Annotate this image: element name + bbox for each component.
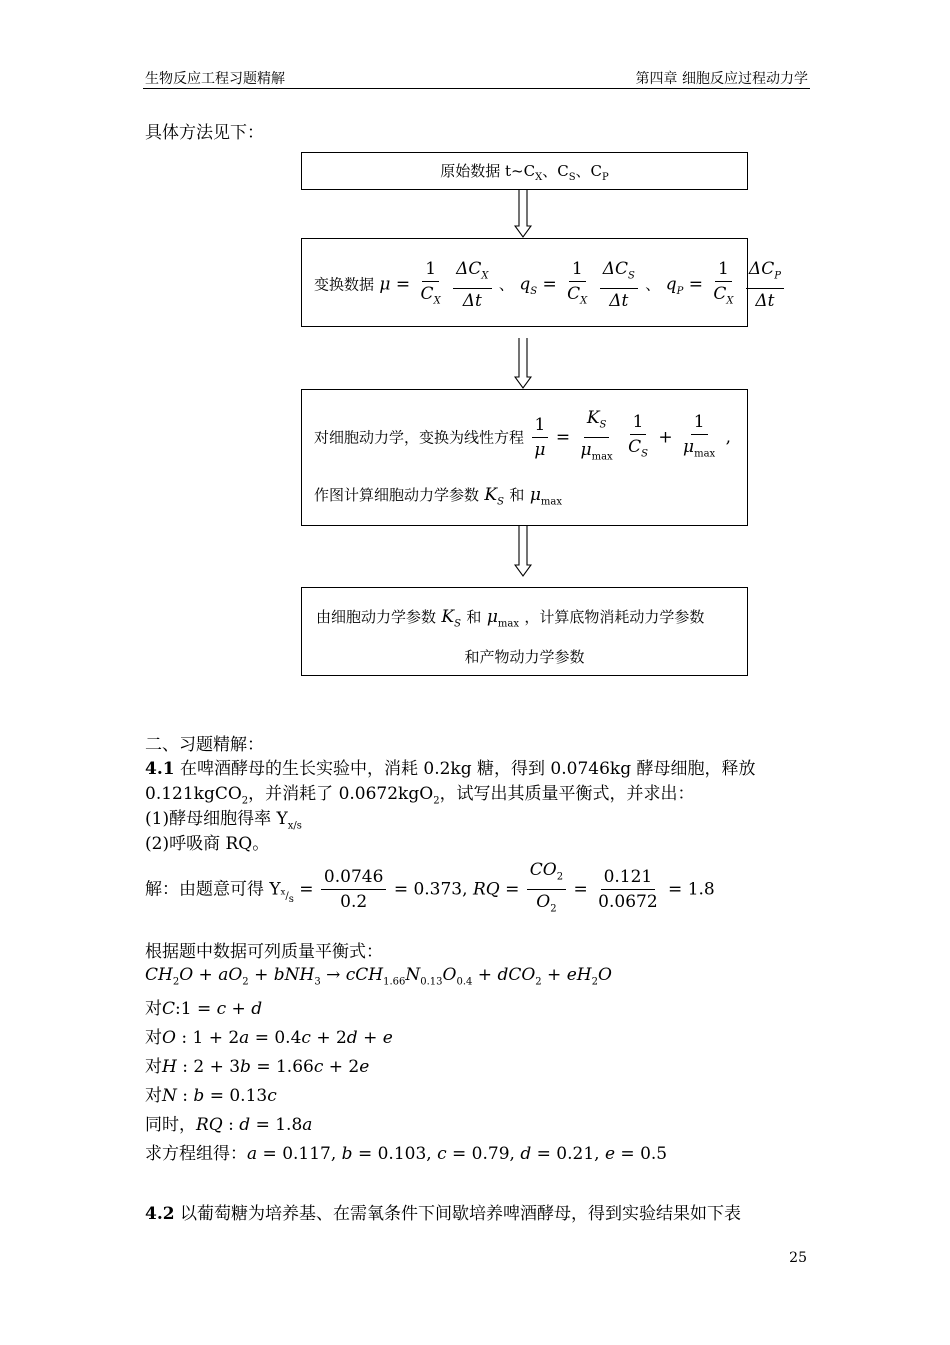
- flow-box-transform-data: [301, 238, 781, 327]
- flow-box-compute-params: [301, 587, 748, 676]
- hydrogen-balance: 对H : 2 + 3b = 1.66c + 2e: [145, 1057, 370, 1077]
- header-divider: [143, 88, 810, 89]
- transform-formulas: 变换数据 μ = $\frac{1}{C_X}$ $\frac{\Delta C_X}{\Delta t}$ 、 $q_S$ = $\frac{1}{C_X}$ $\frac{\Delta C_S}{\Delta t}$ 、 $q_P$ = $\frac{1}{C_X}$ $\frac{\Delta C_P}{\Delta t}$: [314, 259, 786, 311]
- flow-box-raw-data: [301, 152, 748, 190]
- compute-params-line2: 和产物动力学参数: [464, 648, 585, 666]
- problem-4-1-line2: 0.121kgCO$_2$，并消耗了 0.0672kgO$_2$，试写出其质量平衡式，并求出：: [145, 784, 695, 807]
- box1-text: 原始数据 $t\sim C_X$、$C_S$、$C_P$: [440, 161, 609, 183]
- problem-4-2: 4.2 以葡萄糖为培养基、在需氧条件下间歇培养啤酒酵母，得到实验结果如下表: [145, 1204, 741, 1224]
- solution-yield-rq: 解：由题意可得 $Y_{^x/_s}$ = $\frac{0.0746}{0.2}$ = 0.373, RQ = $\frac{CO_2}{O_2}$ = $\frac{0.121}{0.0672}$ = 1.8: [145, 860, 715, 915]
- plot-params-text: 作图计算细胞动力学参数 $K_S$ 和 $\mu_{max}$: [314, 485, 562, 508]
- nitrogen-balance: 对N : b = 0.13c: [145, 1086, 277, 1106]
- intro-text: 具体方法见下：: [145, 123, 264, 143]
- question-1: (1)酵母细胞得率 $Y_{x/s}$: [145, 809, 302, 832]
- oxygen-balance: 对O : 1 + 2a = 0.4c + 2d + e: [145, 1028, 393, 1048]
- down-arrow-icon: [514, 190, 532, 238]
- page-number: 25: [789, 1250, 807, 1266]
- compute-params-text: 由细胞动力学参数 $K_S$ 和 $\mu_{max}$ ，计算底物消耗动力学参数: [316, 607, 705, 630]
- problem-4-1-line1: 4.1 在啤酒酵母的生长实验中，消耗 0.2kg 糖，得到 0.0746kg 酵母细胞，释放: [145, 759, 756, 779]
- solution-values: 求方程组得：a = 0.117, b = 0.103, c = 0.79, d = 0.21, e = 0.5: [145, 1144, 668, 1164]
- header-chapter-title: 第四章 细胞反应过程动力学: [635, 71, 808, 87]
- rq-relation: 同时，RQ : d = 1.8a: [145, 1115, 313, 1135]
- down-arrow-icon: [514, 526, 532, 577]
- balance-intro: 根据题中数据可列质量平衡式：: [145, 942, 383, 962]
- linear-equation: 对细胞动力学，变换为线性方程 $\frac{1}{\mu}$ = $\frac{K_S}{\mu_{max}}$ $\frac{1}{C_S}$ + $\frac{1}{\mu_{max}}$ ,: [314, 408, 732, 463]
- question-2: (2)呼吸商 RQ。: [145, 834, 270, 854]
- header-book-title: 生物反应工程习题精解: [145, 71, 285, 87]
- flow-box-linearize: [301, 389, 748, 526]
- section-title: 二、习题精解：: [145, 735, 264, 755]
- mass-balance-equation: $CH_2O + aO_2 + bNH_3 \to cCH_{1.66}N_{0.13}O_{0.4} + dCO_2 + eH_2O$: [145, 965, 612, 988]
- down-arrow-icon: [514, 338, 532, 389]
- carbon-balance: 对C:1 = c + d: [145, 999, 263, 1019]
